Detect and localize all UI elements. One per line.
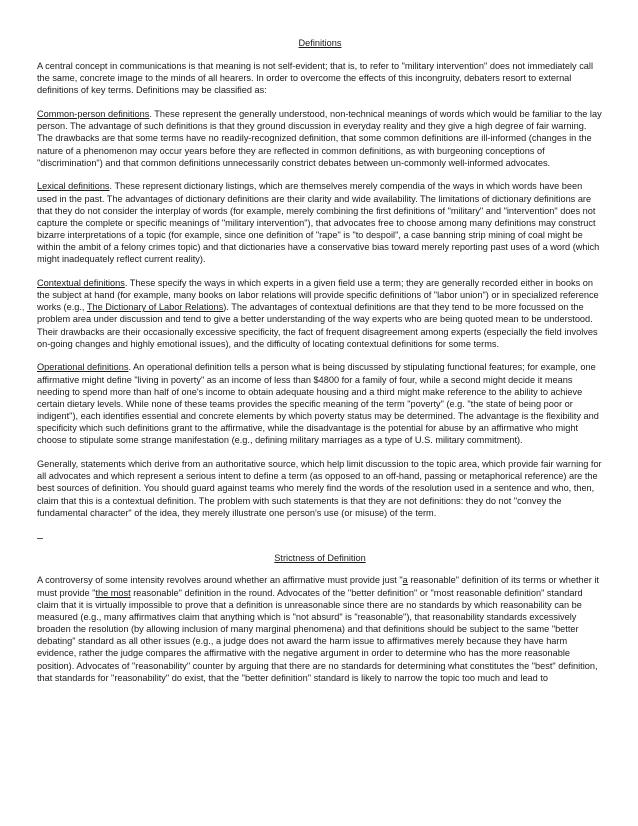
- common-person-term: Common-person definitions: [37, 109, 150, 120]
- contextual-paragraph: [37, 277, 603, 350]
- strictness-emphasis-a: a: [402, 575, 408, 586]
- lexical-text: . These represent dictionary listings, which are themselves merely compendia of the ways in which words have been used in the past. The advantages of dictionary definitions are their clarity and wide availability. The limitations of dictionary definitions are that they do not consider the interplay of words (for example, merely combining the first definitions of "military" and "intervention" does not capture the complete or specific meanings of "military intervention"), that advocates free to choose among many definitions may construct bizarre interpretations of a topic (for example, since one definition of "rape" is "to despoil", a case banning strip mining of coal might be within the ambit of a felony crimes topic) and that dictionaries have a conservative bias toward merely reporting past uses of a word (which might inadequately reflect current reality).: [37, 181, 600, 265]
- intro-paragraph: A central concept in communications is that meaning is not self-evident; that is, to refer to "military intervention" does not immediately call the same, concrete image to the minds of all hearers. In order to overcome the effects of this incongruity, debaters resort to external definitions of key terms. Definitions may be classified as:: [37, 61, 593, 96]
- contextual-text-a: . These specify the ways in which experts in a given field use a term; they are generally recorded either in books on the subject at hand (for example, many books on labor relations will provide specific definitions of "labor union") or in specialized reference works (e.g.,: [37, 278, 599, 313]
- contextual-text-b: ). The advantages of contextual definitions are that they tend to be more focussed on the problem area under discussion and tend to give a better understanding of the way experts who are being quoted mean to be understood. Their drawbacks are their occasionally excessive specificity, the fact of frequent disagreement among experts (especially the field involves on-going changes and highly emotional issues), and the difficulty of locating contextual definitions for some terms.: [37, 302, 598, 349]
- strictness-paragraph: [37, 574, 603, 683]
- strictness-heading: Strictness of Definition: [274, 553, 366, 564]
- operational-paragraph: [37, 361, 603, 446]
- operational-term: Operational definitions: [37, 362, 129, 373]
- strictness-text-c: reasonable" definition in the round. Advocates of the "better definition" or "most reasonable definition" standard claim that it is virtually impossible to prove that a definition is unreasonable since there are no standards by which reasonability can be measured (e.g., many affirmatives claim that anything which is "not absurd" is "reasonable"), that reasonability standards excessively broaden the resolution (by allowing inclusion of many marginal phenomena) and that definitions should be subject to the same "better debating" standard as all other issues (e.g., a judge does not award the harm issue to affirmatives merely because they have harm evidence, rather the judge compares the affirmative with the negative argument in order to determine who has the more reasonable position). Advocates of "reasonability" counter by arguing that there are no standards for determining what constitutes the "best" definition, that standards for "reasonability" do exist, that the "better definition" standard is likely to narrow the topic too much and lead to: [37, 587, 598, 683]
- definitions-heading: Definitions: [298, 38, 342, 48]
- strictness-text-a: A controversy of some intensity revolves around whether an affirmative must provide just ": [37, 575, 403, 586]
- strictness-text-b: reasonable" definition of its terms or whether it must provide ": [37, 575, 599, 598]
- common-person-text: . These represent the generally understood, non-technical meanings of words which would be familiar to the lay person. The advantage of such definitions is that they ground discussion in everyday reality and they give a high degree of fair warning. The drawbacks are that some terms have no readily-recognized definition, that some common definitions are ill-informed (changes in the nature of a phenomenon may occur years before they are reflected in common definitions, as with burgeoning conceptions of "discrimination") and that common definitions unnecessarily constrict debates between un-commonly well-informed advocates.: [37, 109, 602, 168]
- closing-paragraph: Generally, statements which derive from an authoritative source, which help limit discussion to the topic area, which provide fair warning for all advocates and which represent a serious intent to define a term (as opposed to an off-hand, passing or metaphorical reference) are the best sources of definition. You should guard against teams who merely find the words of the resolution used in a sentence and who, then, claim that this is a contextual definition. The problem with such statements is that they are not definitions: they do not "convey the fundamental character" of the idea, they merely illustrate one person's use (or misuse) of the term.: [37, 459, 602, 518]
- document-body: [37, 37, 603, 695]
- strictness-emphasis-most: the most: [95, 587, 131, 598]
- book-title: The Dictionary of Labor Relations: [86, 302, 224, 313]
- contextual-term: Contextual definitions: [37, 278, 125, 288]
- lexical-paragraph: [37, 180, 603, 265]
- operational-text: . An operational definition tells a person what is being discussed by stipulating functional features; for example, one affirmative might define "living in poverty" as an income of less than $4800 for a family of four, while a second might decide it means needing to spend more than half of one's income to obtain adequate housing and a third might make reference to the ability to achieve certain dietary levels. While none of these teams provides the specific meaning of the term "poverty" (e.g. "the state of being poor or indigent"), each identifies essential and concrete elements by which poverty status may be determined. The advantage is the flexibility and specificity which such definitions grant to the affirmative, while the disadvantage is the potential for abuse by an affirmative who might choose to stipulate some strange manifestation (e.g., defining military marriages as a type of U.S. military commitment).: [37, 362, 599, 446]
- section-divider: [37, 530, 603, 538]
- lexical-term: Lexical definitions: [37, 181, 110, 192]
- divider-mark: [37, 538, 43, 539]
- common-person-paragraph: [37, 108, 603, 169]
